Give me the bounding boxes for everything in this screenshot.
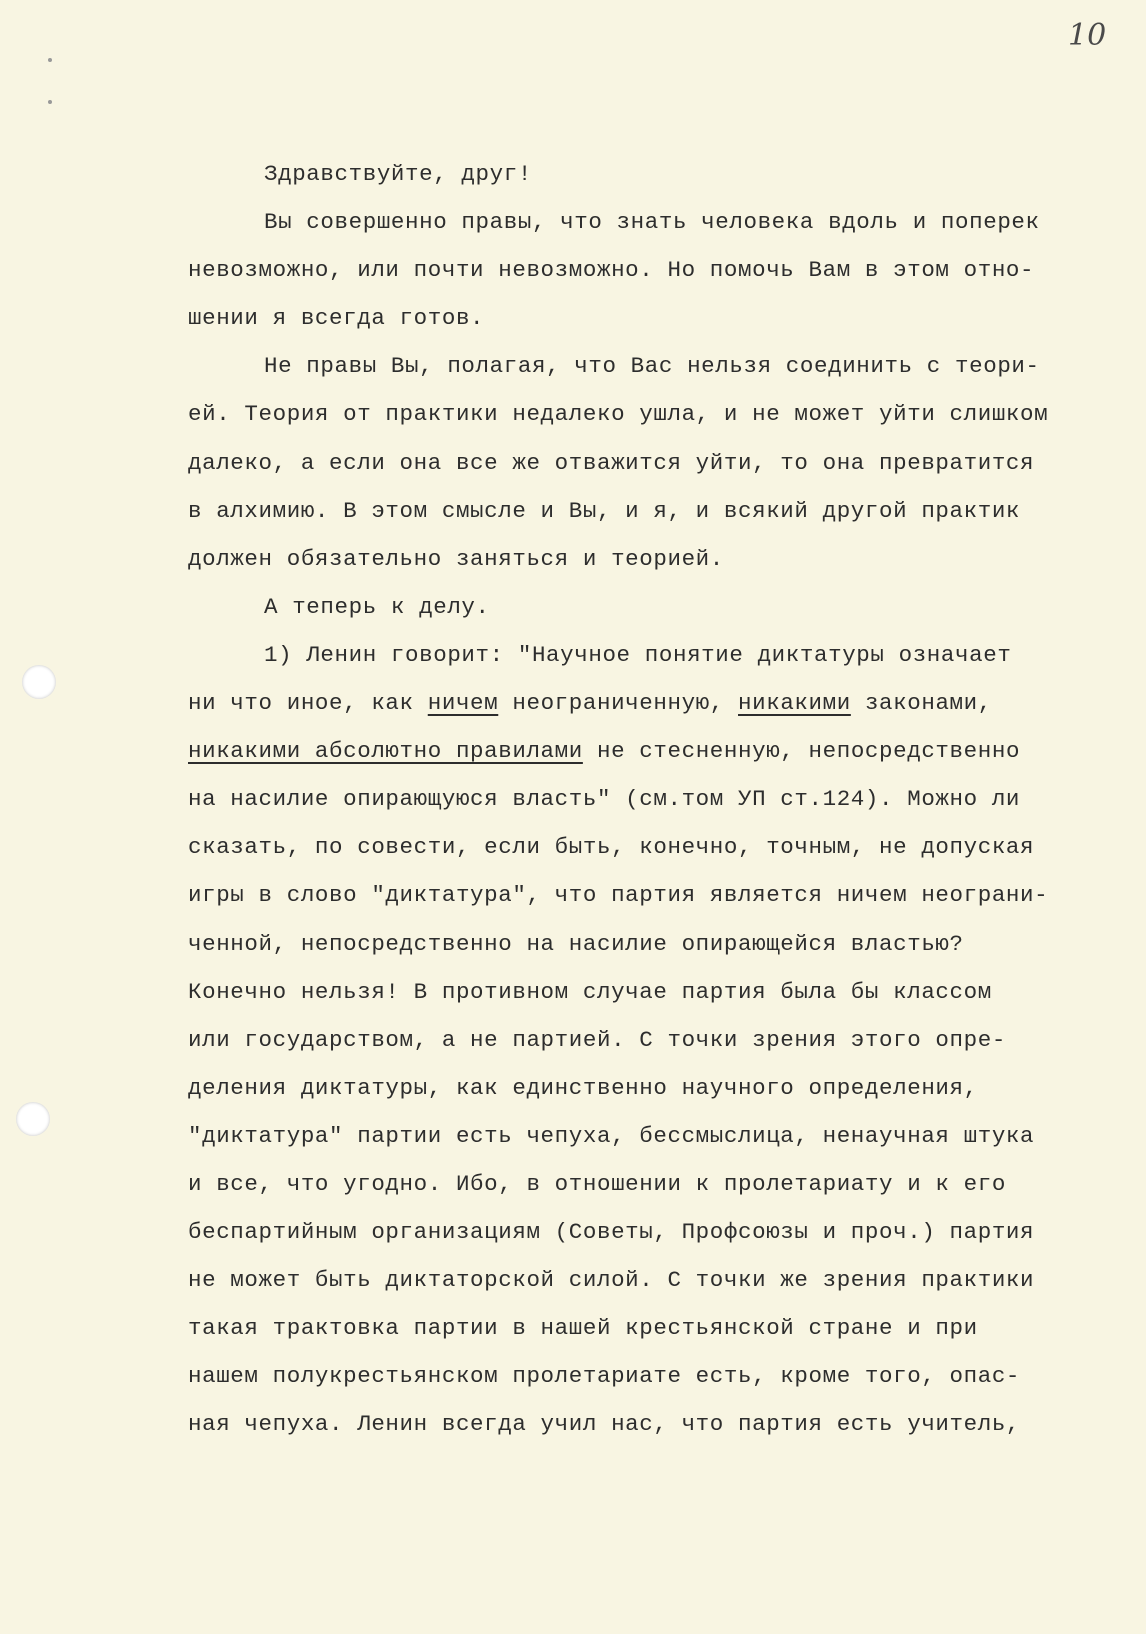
text-segment: не стесненную, непосредственно (582, 738, 1021, 765)
text-line: ей. Теория от практики недалеко ушла, и не может уйти слишком (188, 401, 1049, 428)
text-line (188, 679, 1118, 727)
text-line: невозможно, или почти невозможно. Но помочь Вам в этом отно- (188, 257, 1035, 284)
text-line: должен обязательно заняться и теорией. (188, 545, 724, 572)
text-segment: законами, (850, 690, 992, 717)
text-line: нашем полукрестьянском пролетариате есть, кроме того, опас- (188, 1363, 1021, 1390)
punch-hole (16, 1102, 50, 1136)
letter-body (188, 150, 1118, 1449)
margin-mark (48, 58, 52, 62)
text-line: сказать, по совести, если быть, конечно, точным, не допуская (188, 834, 1035, 861)
text-line: беспартийным организациям (Советы, Профсоюзы и проч.) партия (188, 1219, 1035, 1246)
text-line: не может быть диктаторской силой. С точки же зрения практики (188, 1267, 1035, 1294)
punch-hole (22, 665, 56, 699)
text-line: 1) Ленин говорит: "Научное понятие диктатуры означает (264, 641, 1012, 668)
text-line: Конечно нельзя! В противном случае партия была бы классом (188, 978, 992, 1005)
page-number: 10 (1068, 18, 1107, 53)
text-line: деления диктатуры, как единственно научного определения, (188, 1074, 978, 1101)
text-line (188, 727, 1118, 775)
text-line: Не правы Вы, полагая, что Вас нельзя соединить с теори- (264, 353, 1040, 380)
text-line: игры в слово "диктатура", что партия является ничем неограни- (188, 882, 1049, 909)
text-segment: неограниченную, (498, 690, 739, 717)
text-line: такая трактовка партии в нашей крестьянской стране и при (188, 1315, 978, 1342)
text-line: ная чепуха. Ленин всегда учил нас, что партия есть учитель, (188, 1411, 1021, 1438)
underlined-text: ничем (427, 690, 499, 717)
text-segment: ни что иное, как (188, 690, 428, 717)
text-line: или государством, а не партией. С точки зрения этого опре- (188, 1026, 1006, 1053)
text-line: в алхимию. В этом смысле и Вы, и я, и всякий другой практик (188, 497, 1021, 524)
text-line: и все, что угодно. Ибо, в отношении к пролетариату и к его (188, 1170, 1006, 1197)
text-line: А теперь к делу. (264, 593, 490, 620)
text-line: шении я всегда готов. (188, 305, 485, 332)
text-line: "диктатура" партии есть чепуха, бессмыслица, ненаучная штука (188, 1122, 1035, 1149)
text-line: ченной, непосредственно на насилие опирающейся властью? (188, 930, 964, 957)
underlined-text: никакими (738, 690, 851, 717)
underlined-text: никакими абсолютно правилами (188, 738, 583, 765)
margin-mark (48, 100, 52, 104)
text-line: Здравствуйте, друг! (264, 161, 532, 187)
text-line: Вы совершенно правы, что знать человека вдоль и поперек (264, 209, 1040, 236)
text-line: на насилие опирающуюся власть" (см.том УП ст.124). Можно ли (188, 786, 1021, 813)
text-line: далеко, а если она все же отважится уйти, то она превратится (188, 449, 1035, 476)
